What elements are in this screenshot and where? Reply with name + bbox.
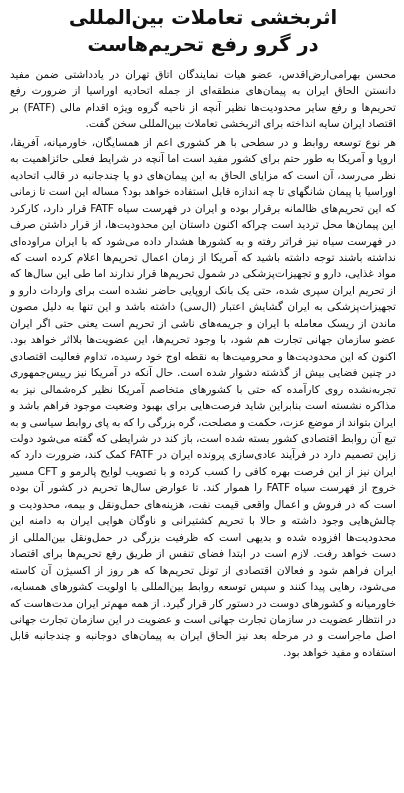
article-body-paragraph: هر نوع توسعه روابط و در سطحی با هر کشوری اعم از همسایگان، خاورمیانه، آفریقا، اروپا و آمریکا به طور حتم برای کشور مفید است اما آنچه در شرایط فعلی حائزاهمیت به نظر می‌رسد، آن است که مزایای الحاق به این پیمان‌های دو یا چندجانبه در قالب اتحادیه اوراسیا یا پیمان شانگهای تا چه اندازه قابل استفاده خواهد بود؟ مساله این است تا زمانی که این تحریم‌های ظالمانه برقرار بوده و ایران در فهرست سیاه FATF قرار دارد، کارکرد این پیمان‌ها محل تردید است چراکه اکنون داستان این محدودیت‌ها، از قرار داشتن صرف در فهرست سیاه نیز فراتر رفته و به کشورها هشدار داده می‌شود که با ایران مراوده‌ای نداشته باشند توجه داشته باشید که آمریکا از زمان اعمال تحریم‌ها اعلام کرده است که مواد غذایی، دارو و تجهیزات‌پزشکی در شمول تحریم‌ها قرار ندارند اما طی این سال‌ها که از تحریم ایران سپری شده، حتی یک بانک اروپایی حاضر نشده است برای واردات دارو و تجهیزات‌پزشکی به ایران گشایش اعتبار (ال‌سی) داشته باشد و این تنها به دلیل مصون ماندن از ریسک معامله با ایران و جریمه‌های ناشی از تحریم است یعنی حتی اگر ایران عضو سازمان جهانی تجارت هم شود، با وجود تحریم‌ها، این عضویت‌ها بلااثر خواهد بود. اکنون که این محدودیت‌ها و محرومیت‌ها به نقطه اوج خود رسیده، تداوم فعالیت اقتصادی در چنین فضایی بیش از گذشته دشوار شده است. حال آنکه در آمریکا نیز رییس‌جمهوری تجربه‌نشده روی کارآمده که حتی با کشورهای متخاصم آمریکا نظیر کره‌شمالی نیز به مذاکره نشسته است بنابراین شاید فرصت‌هایی برای بهبود وضعیت موجود فراهم باشد و ایران بتواند از موضع عزت، حکمت و مصلحت، گره بزرگی را که به پای روابط سیاسی و به تبع آن روابط اقتصادی کشور بسته شده است، باز کند در شرایطی که گفته می‌شود دولت زاپن تصمیم دارد در فرآیند عادی‌سازی پرونده ایران در FATF کمک کند، ضرورت دارد که ایران نیز از این فرصت بهره کافی را کسب کرده و با تصویب لوایح پالرمو و CFT مسیر خروج از فهرست سیاه FATF را هموار کند. تا عوارض سال‌ها تحریم در کشور آن بوده است که در فروش و اعمال واقعی قیمت نفت، هزینه‌های حمل‌ونقل و بیمه، محدودیت و چالش‌هایی وجود داشته و حالا با تحریم کشتیرانی و ناوگان هوایی ایران به دامنه این محدودیت‌ها افزوده شده و بدیهی است که ظرفیت بزرگی در حمل‌ونقل بین‌المللی از دست خواهد رفت. لازم است در ابتدا فضای تنفس از طریق رفع تحریم‌ها برای اقتصاد ایران فراهم شود و فعالان اقتصادی از تونل تحریم‌ها که هر روز از اکسیژن آن کاسته می‌شود، رهایی پیدا کنند و سپس توسعه روابط بین‌المللی با اولویت کشورهای همسایه، خاورمیانه و کشورهای دوست در دستور کار قرار گیرد. از همه مهم‌تر ایران مدت‌هاست که در انتظار عضویت در سازمان تجارت جهانی است و عضویت در این سازمان تجارت جهانی اصل ماجراست و در مرحله بعد نیز الحاق ایران به پیمان‌های دوجانبه و چندجانبه قابل استفاده و مفید خواهد بود. [10, 136, 397, 659]
article-lead-paragraph: محسن بهرامی‌ارض‌اقدس، عضو هیات نمایندگان اتاق تهران در یادداشتی ضمن مفید دانستن الحاق ایران به پیمان‌های منطقه‌ای از جمله اتحادیه اوراسیا از ضرورت رفع تحریم‌ها و رفع سایر محدودیت‌ها نظیر آنچه از ناحیه گروه ویژه اقدام مالی (FATF) بر اقتصاد ایران سایه انداخته برای اثربخشی تعاملات بین‌المللی سخن گفت. [10, 69, 396, 131]
article-title-line-2: در گرو رفع تحریم‌هاست [87, 33, 319, 56]
article-title [10, 4, 396, 58]
article-title-line-1: اثربخشی تعاملات بین‌المللی [68, 6, 338, 29]
